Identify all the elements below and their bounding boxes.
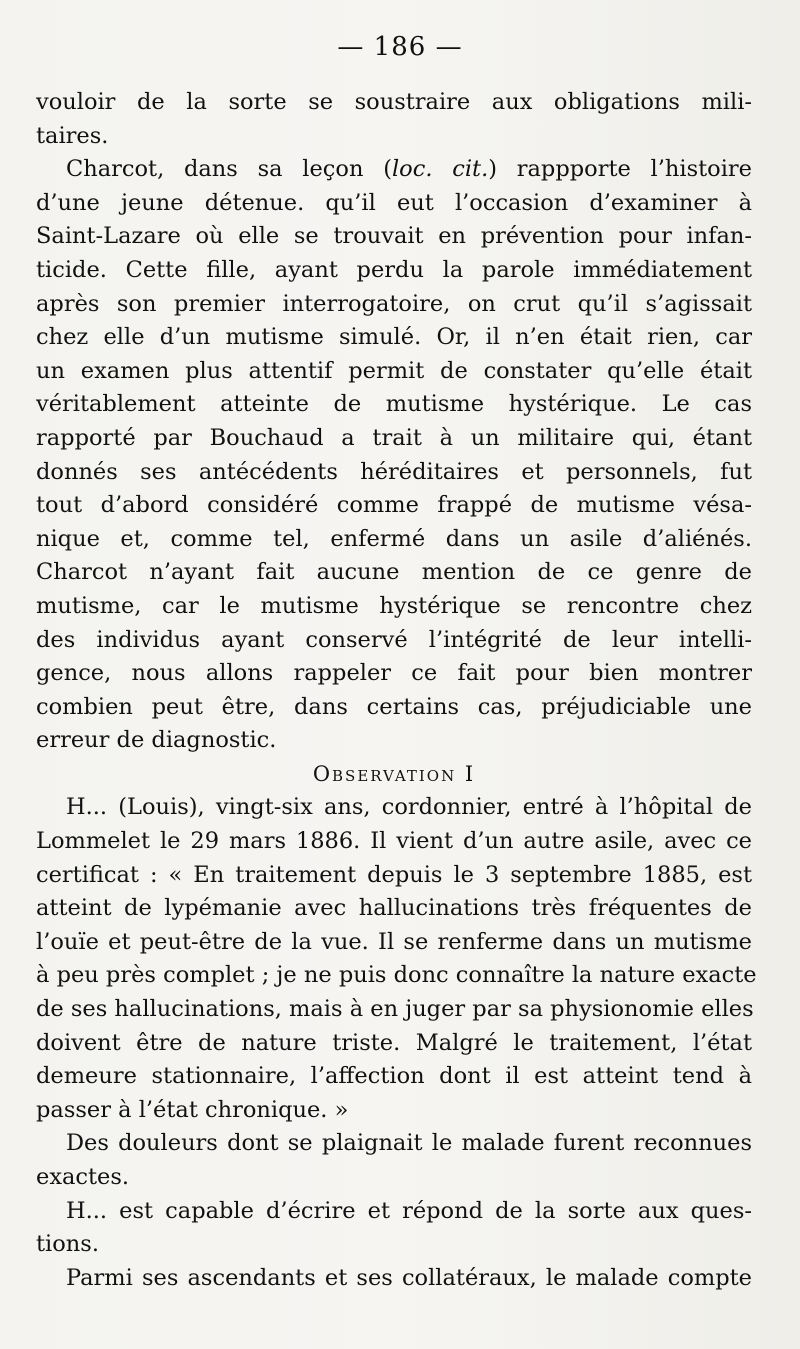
text-line: taires. (36, 122, 109, 149)
text-line: Des douleurs dont se plaignait le malade furent reconnues (66, 1130, 752, 1157)
text-line: passer à l’état chronique. » (36, 1096, 349, 1123)
text-line: demeure stationnaire, l’affection dont il est atteint tend à (36, 1063, 752, 1090)
text-line: Saint-Lazare où elle se trouvait en prévention pour infan- (36, 223, 752, 250)
text-line: chez elle d’un mutisme simulé. Or, il n’en était rien, car (36, 324, 752, 351)
text-line: des individus ayant conservé l’intégrité de leur intelli- (36, 626, 752, 653)
text-line: de ses hallucinations, mais à en juger par sa physionomie elles (36, 996, 754, 1023)
text-line: tout d’abord considéré comme frappé de mutisme vésa- (36, 492, 752, 519)
page-number: — 186 — (337, 32, 463, 62)
text-line: rapporté par Bouchaud a trait à un militaire qui, étant (36, 424, 752, 451)
text-line: à peu près complet ; je ne puis donc connaître la nature exacte (36, 962, 757, 989)
text-line: Charcot, dans sa leçon (loc. cit.) rappporte l’histoire (66, 156, 752, 183)
text-line: certificat : « En traitement depuis le 3 septembre 1885, est (36, 861, 752, 888)
text-line: gence, nous allons rappeler ce fait pour bien montrer (36, 660, 752, 687)
body-text (36, 86, 757, 1295)
text-line: ticide. Cette fille, ayant perdu la parole immédiatement (36, 256, 752, 283)
text-line: doivent être de nature triste. Malgré le traitement, l’état (36, 1029, 752, 1056)
section-heading: Observation I (312, 761, 476, 786)
text-line: mutisme, car le mutisme hystérique se rencontre chez (36, 592, 752, 619)
text-line: Charcot n’ayant fait aucune mention de ce genre de (36, 559, 752, 586)
text-line: atteint de lypémanie avec hallucinations très fréquentes de (36, 895, 752, 922)
text-line: l’ouïe et peut-être de la vue. Il se renferme dans un mutisme (36, 928, 752, 955)
text-line: nique et, comme tel, enfermé dans un asile d’aliénés. (36, 525, 752, 552)
text-line: véritablement atteinte de mutisme hystérique. Le cas (36, 391, 752, 418)
text-line: un examen plus attentif permit de constater qu’elle était (36, 357, 752, 384)
text-line: H... (Louis), vingt-six ans, cordonnier, entré à l’hôpital de (66, 794, 752, 821)
text-line: Parmi ses ascendants et ses collatéraux, le malade compte (66, 1264, 752, 1291)
text-line: combien peut être, dans certains cas, préjudiciable une (36, 693, 752, 720)
text-line: exactes. (36, 1164, 130, 1190)
text-line: donnés ses antécédents héréditaires et personnels, fut (36, 458, 752, 485)
text-line: tions. (36, 1231, 99, 1258)
text-line: d’une jeune détenue. qu’il eut l’occasion d’examiner à (36, 189, 752, 216)
text-line: Lommelet le 29 mars 1886. Il vient d’un autre asile, avec ce (36, 828, 752, 855)
text-line: H... est capable d’écrire et répond de la sorte aux ques- (66, 1197, 752, 1224)
text-line: après son premier interrogatoire, on crut qu’il s’agissait (36, 290, 752, 317)
text-line: vouloir de la sorte se soustraire aux obligations mili- (36, 89, 752, 115)
text-line: erreur de diagnostic. (36, 727, 277, 754)
